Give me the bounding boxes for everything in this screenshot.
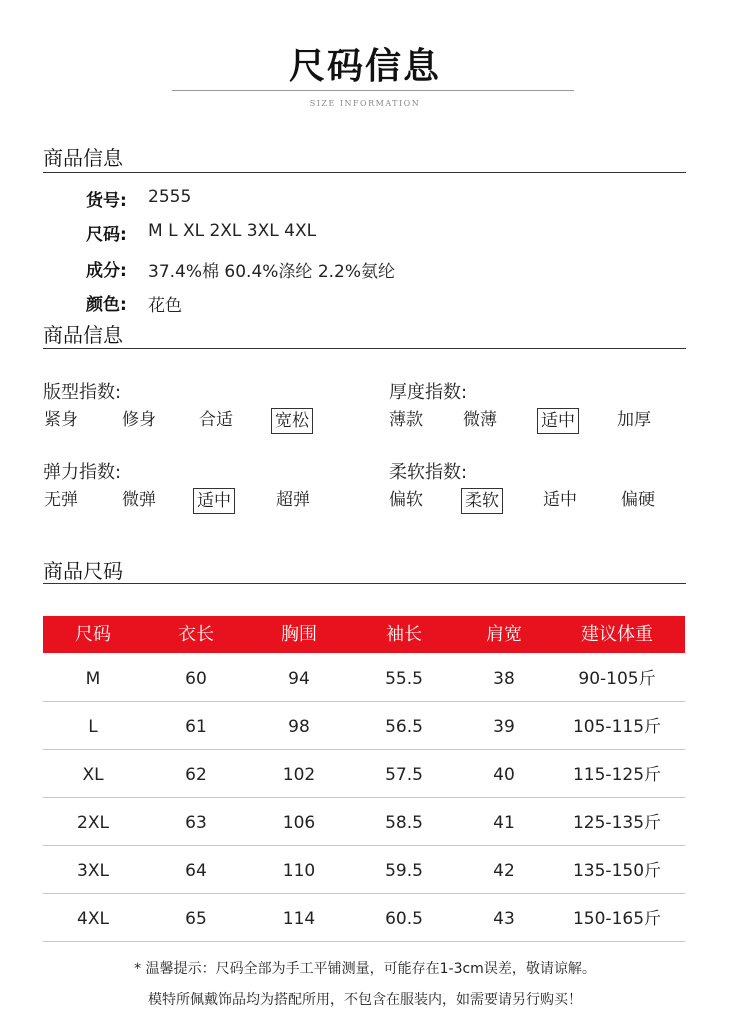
title-divider (172, 90, 574, 91)
elasticity-option-medium-selected: 适中 (193, 488, 235, 514)
row-divider (43, 701, 685, 702)
cell-length: 64 (185, 861, 207, 881)
cell-size: 3XL (77, 861, 109, 881)
info-label-sizes: 尺码: (86, 225, 127, 245)
cell-weight: 150-165斤 (572, 909, 662, 929)
cell-shoulder: 39 (493, 717, 515, 737)
cell-size: 2XL (77, 813, 109, 833)
row-divider (43, 845, 685, 846)
info-value-color: 花色 (148, 296, 182, 316)
section-divider (43, 583, 686, 584)
cell-length: 65 (185, 909, 207, 929)
cell-chest: 98 (288, 717, 310, 737)
table-row (43, 799, 685, 847)
header-cell-sleeve: 袖长 (386, 624, 422, 645)
header-cell-chest: 胸围 (281, 624, 317, 645)
cell-shoulder: 38 (493, 669, 515, 689)
index-label-elasticity: 弹力指数: (43, 462, 122, 483)
index-label-softness: 柔软指数: (389, 462, 468, 483)
table-row (43, 847, 685, 895)
size-table-header (43, 616, 685, 653)
table-row (43, 703, 685, 751)
cell-weight: 115-125斤 (572, 765, 662, 785)
thickness-option-thin: 薄款 (389, 410, 423, 430)
softness-option-hard-ish: 偏硬 (621, 490, 655, 510)
cell-shoulder: 41 (493, 813, 515, 833)
cell-sleeve: 57.5 (385, 765, 423, 785)
section-title-indices: 商品信息 (43, 323, 123, 347)
index-label-fit: 版型指数: (43, 382, 122, 403)
note-measurement-tip: * 温馨提示：尺码全部为手工平铺测量，可能存在1-3cm误差，敬请谅解。 (134, 961, 596, 977)
thickness-option-slightly-thin: 微薄 (463, 410, 497, 430)
header-cell-shoulder: 肩宽 (486, 624, 522, 645)
elasticity-option-slight: 微弹 (122, 490, 156, 510)
cell-length: 63 (185, 813, 207, 833)
fit-option-slim-tight: 紧身 (44, 410, 78, 430)
cell-chest: 114 (282, 909, 316, 929)
cell-weight: 135-150斤 (572, 861, 662, 881)
elasticity-option-super: 超弹 (276, 490, 310, 510)
elasticity-option-none: 无弹 (44, 490, 78, 510)
cell-size: L (88, 717, 98, 737)
softness-option-soft-selected: 柔软 (461, 488, 503, 514)
thickness-option-thick: 加厚 (617, 410, 651, 430)
cell-shoulder: 43 (493, 909, 515, 929)
index-label-thickness: 厚度指数: (389, 382, 468, 403)
cell-sleeve: 59.5 (385, 861, 423, 881)
cell-length: 61 (185, 717, 207, 737)
header-cell-weight: 建议体重 (581, 624, 653, 645)
info-label-color: 颜色: (86, 295, 127, 315)
section-divider (43, 172, 686, 173)
page-subtitle: SIZE INFORMATION (309, 99, 421, 108)
info-label-item-number: 货号: (86, 191, 127, 211)
header-cell-size: 尺码 (75, 624, 111, 645)
fit-option-regular: 合适 (199, 410, 233, 430)
cell-length: 60 (185, 669, 207, 689)
section-title-size-table: 商品尺码 (43, 559, 123, 583)
cell-shoulder: 40 (493, 765, 515, 785)
row-divider (43, 941, 685, 942)
row-divider (43, 797, 685, 798)
cell-weight: 105-115斤 (572, 717, 662, 737)
cell-sleeve: 56.5 (385, 717, 423, 737)
info-value-sizes: M L XL 2XL 3XL 4XL (148, 221, 317, 241)
note-accessories-disclaimer: 模特所佩戴饰品均为搭配所用，不包含在服装内，如需要请另行购买！ (148, 992, 582, 1008)
softness-option-medium: 适中 (543, 490, 577, 510)
fit-option-loose-selected: 宽松 (271, 408, 313, 434)
cell-chest: 110 (282, 861, 316, 881)
cell-sleeve: 58.5 (385, 813, 423, 833)
cell-chest: 106 (282, 813, 316, 833)
section-divider (43, 348, 686, 349)
header-cell-length: 衣长 (178, 624, 214, 645)
cell-sleeve: 55.5 (385, 669, 423, 689)
cell-size: M (85, 669, 101, 689)
row-divider (43, 893, 685, 894)
cell-chest: 102 (282, 765, 316, 785)
thickness-option-medium-selected: 适中 (537, 408, 579, 434)
cell-length: 62 (185, 765, 207, 785)
table-row (43, 895, 685, 943)
cell-size: 4XL (77, 909, 109, 929)
table-row (43, 751, 685, 799)
cell-weight: 90-105斤 (578, 669, 656, 689)
row-divider (43, 749, 685, 750)
section-title-product-info: 商品信息 (43, 146, 123, 170)
page-title: 尺码信息 (288, 46, 441, 87)
info-value-composition: 37.4%棉 60.4%涤纶 2.2%氨纶 (148, 262, 396, 282)
info-label-composition: 成分: (86, 261, 127, 281)
cell-size: XL (82, 765, 104, 785)
cell-sleeve: 60.5 (385, 909, 423, 929)
fit-option-slim: 修身 (122, 410, 156, 430)
cell-chest: 94 (288, 669, 310, 689)
info-value-item-number: 2555 (148, 187, 192, 207)
cell-weight: 125-135斤 (572, 813, 662, 833)
softness-option-soft-ish: 偏软 (389, 490, 423, 510)
table-row (43, 655, 685, 703)
cell-shoulder: 42 (493, 861, 515, 881)
